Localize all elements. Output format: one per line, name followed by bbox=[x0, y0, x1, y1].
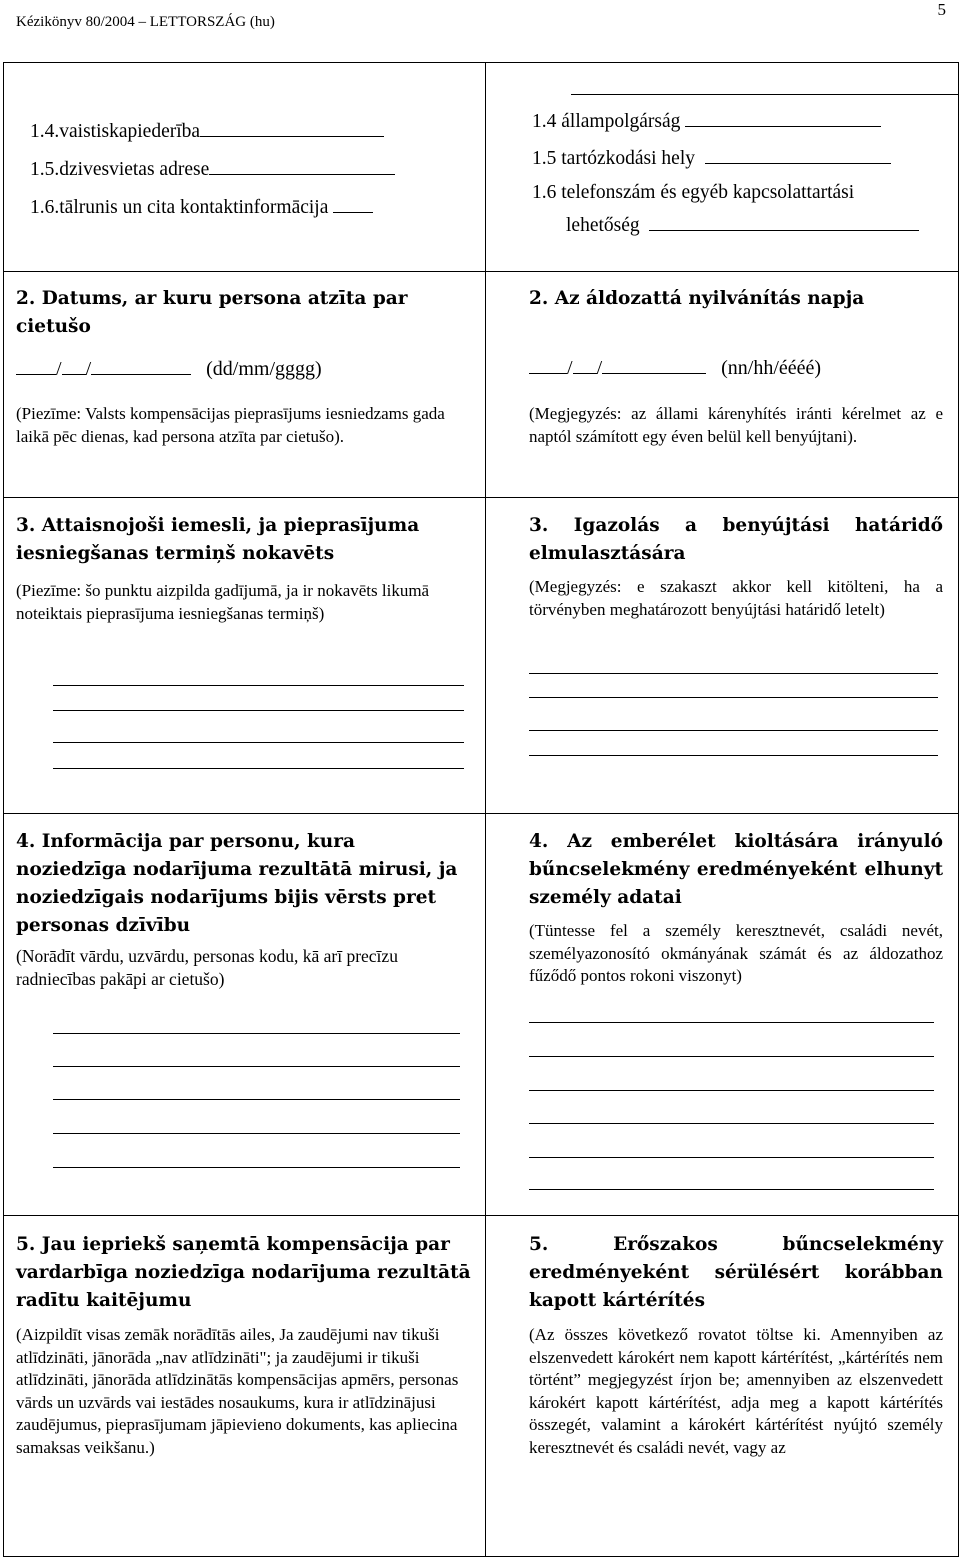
field-label: lehetőség bbox=[566, 215, 640, 236]
answer-line[interactable] bbox=[529, 1056, 934, 1057]
field-label: 1.5 tartózkodási hely bbox=[532, 148, 695, 169]
section-note: (Megjegyzés: e szakaszt akkor kell kitölteni, ha a törvényben meghatározott benyújtási határidő letelt) bbox=[529, 577, 943, 619]
section-heading: 5. Jau iepriekš saņemtā kompensācija par vardarbīga noziedzīga nodarījuma rezultātā radītu kaitējumu bbox=[16, 1234, 471, 1311]
section-4-lv bbox=[4, 814, 486, 1216]
year-blank[interactable] bbox=[602, 355, 706, 374]
page-number: 5 bbox=[937, 0, 946, 19]
field-address-lv[interactable] bbox=[30, 156, 395, 181]
section-note: (Megjegyzés: az állami kárenyhítés iránti kérelmet az e naptól számított egy éven belül kell benyújtani). bbox=[529, 404, 943, 446]
blank-line[interactable] bbox=[705, 145, 891, 164]
answer-line[interactable] bbox=[529, 673, 938, 674]
section-note: (Tüntesse fel a személy keresztnevét, családi nevét, személyazonosító okmányának számát és az áldozathoz fűződő pontos rokoni viszonyt) bbox=[529, 921, 943, 985]
section-5-lv bbox=[4, 1216, 486, 1557]
day-blank[interactable] bbox=[16, 356, 56, 375]
answer-line[interactable] bbox=[53, 710, 464, 711]
running-header: Kézikönyv 80/2004 – LETTORSZÁG (hu) bbox=[16, 14, 275, 30]
blank-line[interactable] bbox=[571, 94, 958, 95]
form-row-2 bbox=[4, 272, 959, 498]
answer-line[interactable] bbox=[53, 685, 464, 686]
section-4-hu bbox=[486, 814, 959, 1216]
answer-line[interactable] bbox=[529, 1157, 934, 1158]
month-blank[interactable] bbox=[62, 356, 86, 375]
section-5-hu bbox=[486, 1216, 959, 1557]
field-contact-hu-cont[interactable] bbox=[566, 212, 919, 237]
section-note: (Piezīme: šo punktu aizpilda gadījumā, ja ir nokavēts likumā noteiktais pieprasījuma iesniegšanas termiņš) bbox=[16, 581, 430, 623]
blank-line[interactable] bbox=[649, 212, 919, 231]
section-2-lv bbox=[4, 272, 486, 498]
section-heading: 3. Attaisnojoši iemesli, ja pieprasījuma iesniegšanas termiņš nokavēts bbox=[16, 515, 420, 564]
section-1-hu bbox=[486, 63, 959, 272]
blank-line[interactable] bbox=[333, 194, 373, 213]
section-3-lv bbox=[4, 498, 486, 814]
blank-line[interactable] bbox=[209, 156, 395, 175]
section-heading: 5. Erőszakos bűncselekmény eredményeként sérülésért korábban kapott kártérítés bbox=[529, 1234, 943, 1311]
section-heading: 4. Az emberélet kioltására irányuló bűncselekmény eredményeként elhunyt személy adatai bbox=[529, 831, 943, 908]
section-note: (Piezīme: Valsts kompensācijas pieprasījums iesniedzams gada laikā pēc dienas, kad persona atzīta par cietušo). bbox=[16, 404, 445, 446]
form-row-5 bbox=[4, 1216, 959, 1557]
section-1-lv bbox=[4, 63, 486, 272]
month-blank[interactable] bbox=[573, 355, 597, 374]
answer-line[interactable] bbox=[529, 1189, 934, 1190]
section-heading: 2. Az áldozattá nyilvánítás napja bbox=[529, 288, 865, 309]
date-field-hu[interactable]: / / (nn/hh/éééé) bbox=[529, 355, 821, 379]
answer-line[interactable] bbox=[53, 1167, 460, 1168]
field-citizenship-lv[interactable] bbox=[30, 118, 384, 143]
section-heading: 4. Informācija par personu, kura noziedzīga nodarījuma rezultātā mirusi, ja noziedzīgais nodarījums bijis vērsts pret personas dzīvību bbox=[16, 831, 458, 936]
date-format-hint: (nn/hh/éééé) bbox=[721, 357, 822, 379]
section-heading: 3. Igazolás a benyújtási határidő elmulasztására bbox=[529, 515, 943, 564]
field-label: 1.5.dzivesvietas adrese bbox=[30, 159, 210, 180]
answer-line[interactable] bbox=[53, 1099, 460, 1100]
field-label: 1.4 állampolgárság bbox=[532, 111, 681, 132]
field-citizenship-hu[interactable] bbox=[532, 108, 881, 133]
bilingual-form-table bbox=[3, 62, 959, 1557]
blank-line[interactable] bbox=[685, 108, 881, 127]
form-row-3 bbox=[4, 498, 959, 814]
field-label: 1.6.tālrunis un cita kontaktinformācija bbox=[30, 197, 329, 218]
field-residence-hu[interactable] bbox=[532, 145, 891, 170]
answer-line[interactable] bbox=[53, 1133, 460, 1134]
section-heading: 2. Datums, ar kuru persona atzīta par cietušo bbox=[16, 288, 408, 337]
field-contact-hu[interactable] bbox=[532, 182, 854, 204]
blank-line[interactable] bbox=[200, 118, 384, 137]
answer-line[interactable] bbox=[53, 1066, 460, 1067]
answer-line[interactable] bbox=[529, 730, 938, 731]
section-note: (Az összes következő rovatot töltse ki. Amennyiben az elszenvedett károkért nem kapott kártérítést, „kártérítés nem történt” megjegyzést írjon be; amennyiben az elszenvedett károkért kapott kártérítést, adja meg a kapott kártérítés összegét, valamint a károkért kártérítést nyújtó személy keresztnevét és családi nevét, vagy az bbox=[529, 1325, 943, 1457]
answer-line[interactable] bbox=[53, 742, 464, 743]
form-row-4 bbox=[4, 814, 959, 1216]
date-format-hint: (dd/mm/gggg) bbox=[206, 358, 322, 380]
answer-line[interactable] bbox=[529, 1022, 934, 1023]
answer-line[interactable] bbox=[53, 1033, 460, 1034]
section-2-hu bbox=[486, 272, 959, 498]
section-note: (Norādīt vārdu, uzvārdu, personas kodu, kā arī precīzu radniecības pakāpi ar cietušo) bbox=[16, 946, 398, 989]
answer-line[interactable] bbox=[529, 1090, 934, 1091]
section-note: (Aizpildīt visas zemāk norādītās ailes, Ja zaudējumi nav tikuši atlīdzināti, jānorāda „nav atlīdzināti"; ja zaudējumi ir tikuši atlīdzināti, jānorāda atlīdzinātās kompensācijas apmērs, personas vārds un uzvārds vai iestādes nosaukums, kura ir atlīdzinājusi zaudējumus, pieprasījumam jāpievieno dokuments, kas apliecina samaksas veikšanu.) bbox=[16, 1325, 459, 1457]
field-label: 1.6 telefonszám és egyéb kapcsolattartási bbox=[532, 182, 855, 203]
answer-line[interactable] bbox=[529, 697, 938, 698]
answer-line[interactable] bbox=[53, 768, 464, 769]
field-contact-lv[interactable] bbox=[30, 194, 373, 219]
answer-line[interactable] bbox=[529, 1123, 934, 1124]
date-field-lv[interactable]: / / (dd/mm/gggg) bbox=[16, 356, 322, 380]
form-row-1 bbox=[4, 63, 959, 272]
year-blank[interactable] bbox=[91, 356, 191, 375]
field-label: 1.4.vaistiskapiederība bbox=[30, 121, 201, 142]
section-3-hu bbox=[486, 498, 959, 814]
day-blank[interactable] bbox=[529, 355, 567, 374]
answer-line[interactable] bbox=[529, 755, 938, 756]
